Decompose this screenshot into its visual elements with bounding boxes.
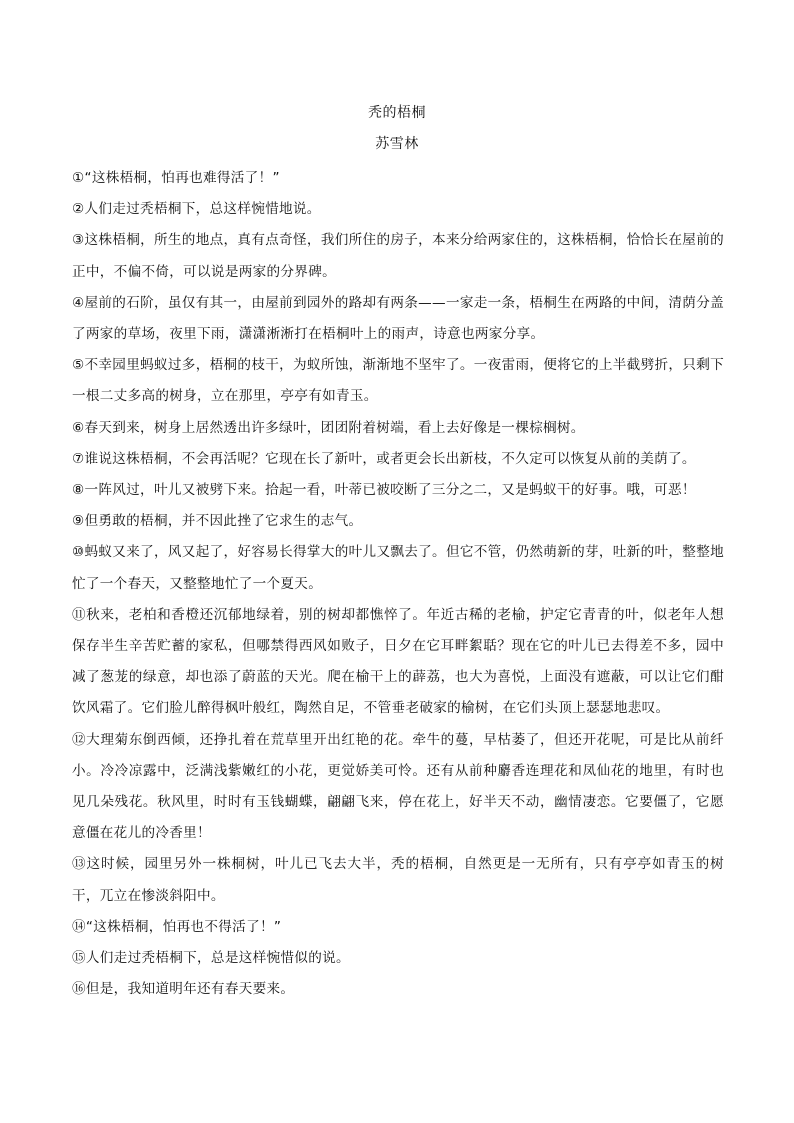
- paragraph-11: ⑪秋来，老柏和香橙还沉郁地绿着，别的树却都憔悴了。年近古稀的老榆，护定它青青的叶，似老年人想保存半生辛苦贮蓄的家私，但哪禁得西风如败子，日夕在它耳畔絮聒？现在它的叶儿已去得差不多，园中减了葱茏的绿意，却也添了蔚蓝的天光。爬在榆干上的薜荔，也大为喜悦，上面没有遮蔽，可以让它们酣饮风霜了。它们脸儿醉得枫叶般红，陶然自足，不管垂老破家的榆树，在它们头顶上瑟瑟地悲叹。: [72, 606, 724, 717]
- document-body: [72, 163, 724, 1005]
- document-author: 苏雪林: [375, 136, 419, 152]
- paragraph-7: ⑦谁说这株梧桐，不会再活呢？它现在长了新叶，或者更会长出新枝，不久定可以恢复从前的美荫了。: [72, 450, 696, 467]
- paragraph-2: ②人们走过秃梧桐下，总这样惋惜地说。: [72, 201, 321, 218]
- paragraph-12: ⑫大理菊东倒西倾，还挣扎着在荒草里开出红艳的花。牵牛的蔓，早枯萎了，但还开花呢，可是比从前纤小。冷冷凉露中，泛满浅紫嫩红的小花，更觉娇美可怜。还有从前种麝香连理花和凤仙花的地里，有时也见几朵残花。秋风里，时时有玉钱蝴蝶，翩翩飞来，停在花上，好半天不动，幽情凄恋。它要僵了，它愿意僵在花儿的冷香里！: [72, 731, 724, 842]
- paragraph-9: ⑨但勇敢的梧桐，并不因此挫了它求生的志气。: [72, 513, 363, 530]
- document-title: 秃的梧桐: [368, 105, 426, 121]
- paragraph-16: ⑯但是，我知道明年还有春天要来。: [72, 981, 295, 998]
- paragraph-4: ④屋前的石阶，虽仅有其一，由屋前到园外的路却有两条——一家走一条，梧桐生在两路的中间，清荫分盖了两家的草场，夜里下雨，潇潇淅淅打在梧桐叶上的雨声，诗意也两家分享。: [72, 294, 724, 343]
- paragraph-14: ⑭“这株梧桐，怕再也不得活了！”: [72, 918, 282, 935]
- paragraph-1: ①“这株梧桐，怕再也难得活了！”: [72, 170, 280, 186]
- paragraph-10: ⑩蚂蚁又来了，风又起了，好容易长得掌大的叶儿又飘去了。但它不管，仍然萌新的芽，吐新的叶，整整地忙了一个春天，又整整地忙了一个夏天。: [72, 544, 724, 592]
- paragraph-15: ⑮人们走过秃梧桐下，总是这样惋惜似的说。: [72, 950, 350, 967]
- paragraph-13: ⑬这时候，园里另外一株桐树，叶儿已飞去大半，秃的梧桐，自然更是一无所有，只有亭亭如青玉的树干，兀立在惨淡斜阳中。: [72, 856, 724, 904]
- paragraph-8: ⑧一阵风过，叶儿又被劈下来。拾起一看，叶蒂已被咬断了三分之二，又是蚂蚁干的好事。哦，可恶！: [72, 482, 696, 499]
- paragraph-5: ⑤不幸园里蚂蚁过多，梧桐的枝干，为蚁所蚀，渐渐地不坚牢了。一夜雷雨，便将它的上半截劈折，只剩下一根二丈多高的树身，立在那里，亭亭有如青玉。: [72, 357, 724, 405]
- paragraph-6: ⑥春天到来，树身上居然透出许多绿叶，团团附着树端，看上去好像是一棵棕榈树。: [72, 419, 585, 436]
- paragraph-3: ③这株梧桐，所生的地点，真有点奇怪，我们所住的房子，本来分给两家住的，这株梧桐，恰恰长在屋前的正中，不偏不倚，可以说是两家的分界碑。: [72, 232, 724, 280]
